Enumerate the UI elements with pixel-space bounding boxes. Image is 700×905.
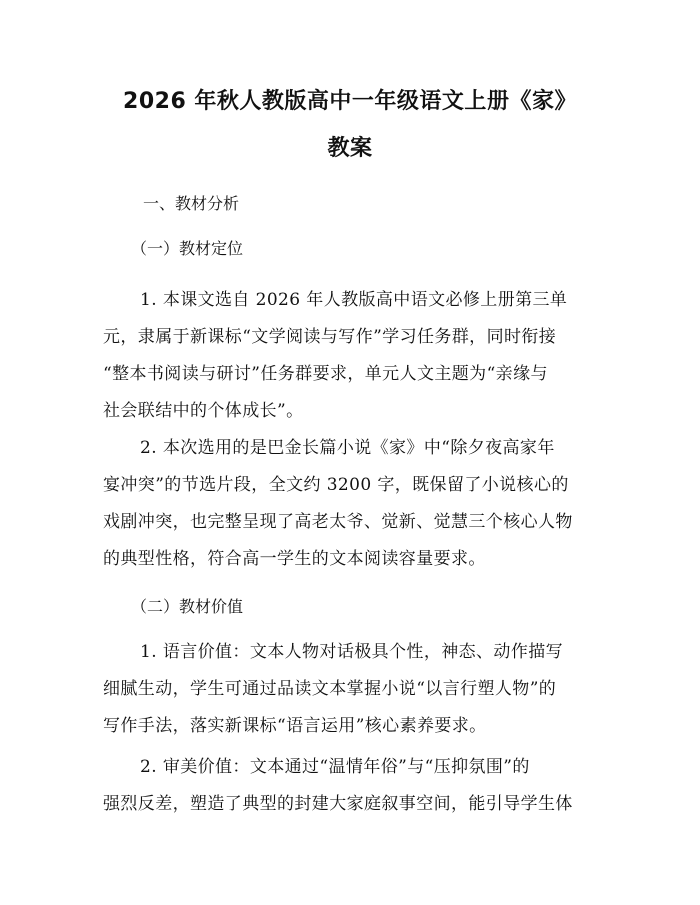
paragraph-line: 强烈反差，塑造了典型的封建大家庭叙事空间，能引导学生体 [103,794,573,814]
paragraph-line: 2. 本次选用的是巴金长篇小说《家》中“除夕夜高家年 [140,438,555,458]
section-heading-teaching-material-analysis: 一、教材分析 [143,194,240,213]
paragraph-line: 1. 语言价值：文本人物对话极具个性，神态、动作描写 [140,642,564,662]
subsection-heading-material-value: （二）教材价值 [131,597,244,616]
paragraph-line: 社会联结中的个体成长”。 [103,401,304,421]
paragraph-line: 2. 审美价值：文本通过“温情年俗”与“压抑氛围”的 [140,757,530,777]
paragraph-line: “整本书阅读与研讨”任务群要求，单元人文主题为“亲缘与 [103,364,548,384]
paragraph-line: 1. 本课文选自 2026 年人教版高中语文必修上册第三单 [140,290,568,310]
paragraph-line: 宴冲突”的节选片段，全文约 3200 字，既保留了小说核心的 [103,475,569,495]
paragraph-2 [103,430,601,578]
subsection-heading-material-positioning: （一）教材定位 [131,239,244,258]
document-title-line-2: 教案 [327,136,373,161]
paragraph-line: 戏剧冲突，也完整呈现了高老太爷、觉新、觉慧三个核心人物 [103,512,573,532]
paragraph-3 [103,634,601,745]
paragraph-4 [103,749,601,823]
paragraph-line: 写作手法，落实新课标“语言运用”核心素养要求。 [103,716,487,736]
paragraph-line: 细腻生动，学生可通过品读文本掌握小说“以言行塑人物”的 [103,679,557,699]
paragraph-line: 的典型性格，符合高一学生的文本阅读容量要求。 [103,549,486,569]
paragraph-line: 元，隶属于新课标“文学阅读与写作”学习任务群，同时衔接 [103,327,557,347]
paragraph-1 [103,282,601,430]
document-title-line-1: 2026 年秋人教版高中一年级语文上册《家》 [123,89,577,114]
